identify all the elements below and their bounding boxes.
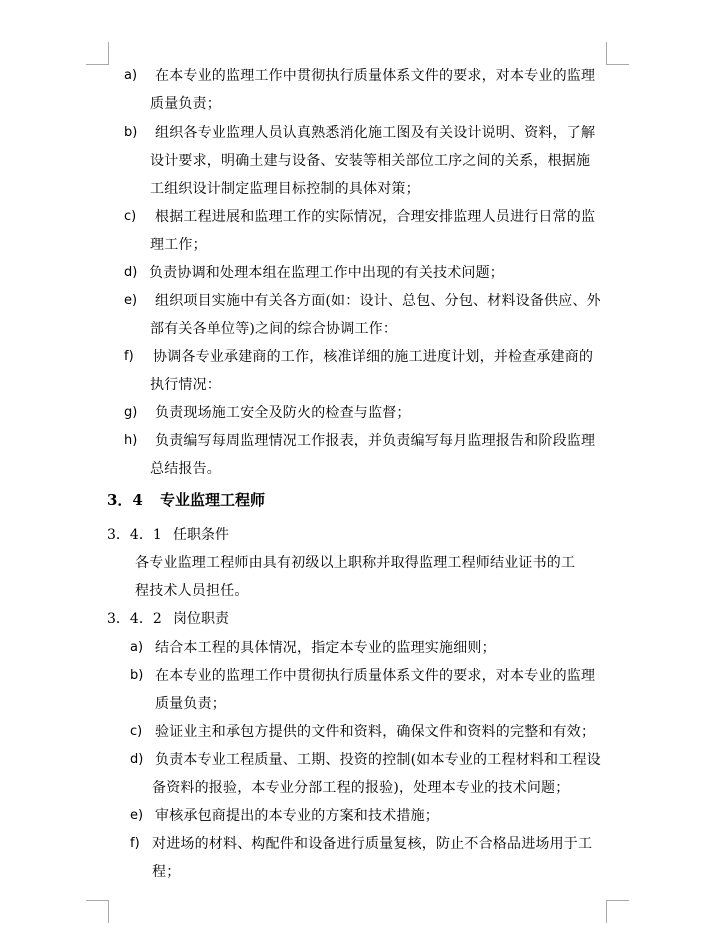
- crop-mark-bottom-left: [86, 900, 109, 923]
- subsection-title: 岗位职责: [173, 611, 229, 627]
- paragraph-line: 各专业监理工程师由具有初级以上职称并取得监理工程师结业证书的工: [135, 555, 576, 571]
- list-a-text: 总结报告。: [150, 461, 221, 477]
- list-a-label: g): [124, 405, 138, 420]
- list-b-text: 质量负责；: [155, 696, 226, 712]
- list-b-label: a): [130, 640, 144, 655]
- subsection-number: 3．4．1: [107, 527, 162, 543]
- list-a-label: h): [124, 433, 138, 448]
- list-a-text: 执行情况：: [150, 377, 221, 393]
- list-a-text: 组织项目实施中有关各方面(如：设计、总包、分包、材料设备供应、外: [155, 293, 601, 309]
- list-b-label: b): [130, 668, 144, 683]
- list-a-label: c): [124, 209, 137, 224]
- list-b-text: 负责本专业工程质量、工期、投资的控制(如本专业的工程材料和工程设: [155, 752, 601, 768]
- crop-mark-top-right: [606, 42, 629, 65]
- list-a-text: 根据工程进展和监理工作的实际情况，合理安排监理人员进行日常的监: [155, 209, 596, 225]
- list-a-text: 负责协调和处理本组在监理工作中出现的有关技术问题；: [149, 265, 504, 281]
- list-b-label: c): [130, 724, 143, 739]
- list-b-label: e): [130, 808, 144, 823]
- list-a-text: 组织各专业监理人员认真熟悉消化施工图及有关设计说明、资料，了解: [155, 125, 596, 141]
- crop-mark-bottom-right: [606, 900, 629, 923]
- list-a-label: d): [124, 265, 138, 280]
- list-b-text: 对进场的材料、构配件和设备进行质量复核，防止不合格品进场用于工: [152, 836, 593, 852]
- paragraph-line: 程技术人员担任。: [135, 583, 249, 599]
- subsection-title: 任职条件: [173, 527, 229, 543]
- list-b-text: 在本专业的监理工作中贯彻执行质量体系文件的要求，对本专业的监理: [155, 668, 596, 684]
- list-a-text: 负责编写每周监理情况工作报表，并负责编写每月监理报告和阶段监理: [155, 433, 596, 449]
- list-a-text: 负责现场施工安全及防火的检查与监督；: [155, 405, 411, 421]
- list-a-text: 在本专业的监理工作中贯彻执行质量体系文件的要求，对本专业的监理: [155, 68, 596, 84]
- subsection-number: 3．4．2: [107, 611, 162, 627]
- list-b-text: 结合本工程的具体情况，指定本专业的监理实施细则；: [155, 640, 496, 656]
- list-a-label: a): [124, 68, 138, 83]
- list-a-label: b): [124, 125, 138, 140]
- list-b-label: f): [130, 836, 140, 851]
- list-a-text: 理工作；: [150, 237, 207, 253]
- list-a-text: 设计要求，明确土建与设备、安装等相关部位工序之间的关系，根据施: [150, 153, 591, 169]
- crop-mark-top-left: [86, 42, 109, 65]
- list-b-label: d): [130, 752, 144, 767]
- list-b-text: 备资料的报验，本专业分部工程的报验)，处理本专业的技术问题；: [152, 780, 570, 796]
- list-a-text: 工组织设计制定监理目标控制的具体对策；: [150, 181, 420, 197]
- list-a-label: e): [124, 293, 138, 308]
- list-b-text: 验证业主和承包方提供的文件和资料，确保文件和资料的完整和有效；: [155, 724, 596, 740]
- section-number: 3．4: [107, 491, 143, 509]
- list-b-text: 程；: [152, 864, 181, 880]
- list-a-text: 部有关各单位等)之间的综合协调工作：: [150, 321, 398, 337]
- list-a-text: 质量负责；: [150, 96, 221, 112]
- list-b-text: 审核承包商提出的本专业的方案和技术措施；: [155, 808, 439, 824]
- list-a-label: f): [124, 349, 134, 364]
- section-title: 专业监理工程师: [160, 491, 266, 509]
- list-a-text: 协调各专业承建商的工作，核准详细的施工进度计划，并检查承建商的: [153, 349, 594, 365]
